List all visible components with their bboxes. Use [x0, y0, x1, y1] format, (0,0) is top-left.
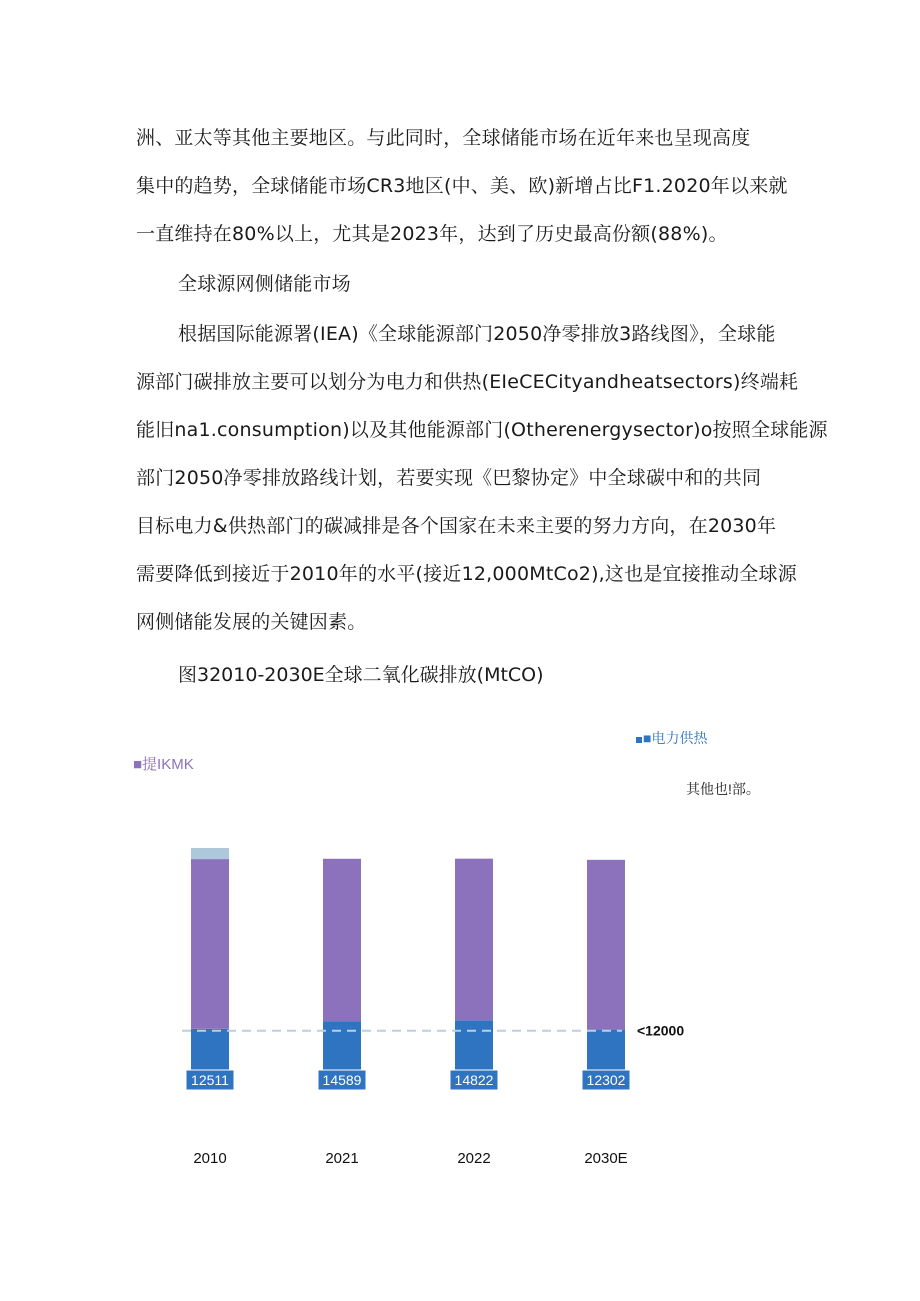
paragraph-2-line-6: 需要降低到接近于2010年的水平(接近12,000MtCo2),这也是宜接推动全球源	[136, 563, 797, 585]
legend-power-swatch	[636, 737, 642, 743]
paragraph-2-line-7: 网侧储能发展的关键因素。	[136, 611, 367, 633]
bar-2010-series-1	[191, 859, 229, 1029]
emissions-chart	[0, 720, 920, 1190]
figure-title: 图32010-2030E全球二氧化碳排放(MtCO)	[178, 664, 544, 686]
paragraph-2-line-4: 部门2050净零排放路线计划，若要实现《巴黎协定》中全球碳中和的共同	[136, 467, 762, 489]
data-label-2022: 14822	[454, 1072, 494, 1088]
bar-2030E-series-1	[587, 860, 625, 1030]
bar-2010-series-2	[191, 848, 229, 859]
bar-2022-series-1	[455, 859, 493, 1021]
legend-other-right: 其他也!部。	[686, 781, 760, 797]
legend-power-label: ■电力供热	[643, 730, 708, 746]
bar-2021-series-1	[323, 859, 361, 1021]
bar-2021-series-0	[323, 1021, 361, 1075]
paragraph-1-line-3: 一直维持在80%以上，尤其是2023年，达到了历史最高份额(88%)。	[136, 223, 728, 245]
reference-line-label: <12000	[637, 1022, 685, 1039]
paragraph-2-line-5: 目标电力&供热部门的碳减排是各个国家在未来主要的努力方向，在2030年	[136, 515, 777, 537]
paragraph-1-line-2: 集中的趋势，全球储能市场CR3地区(中、美、欧)新增占比F1.2020年以来就	[136, 175, 788, 197]
section-heading-text: 全球源网侧储能市场	[178, 273, 351, 295]
bar-2022-series-0	[455, 1020, 493, 1075]
bar-2030E-series-0	[587, 1030, 625, 1075]
paragraph-2	[136, 310, 828, 646]
paragraph-1-line-1: 洲、亚太等其他主要地区。与此同时，全球储能市场在近年来也呈现高度	[136, 127, 751, 149]
paragraph-2-line-2: 源部门碳排放主要可以划分为电力和供热(EIeCECityandheatsectors)终端耗	[136, 371, 799, 393]
bar-2010-series-0	[191, 1029, 229, 1075]
x-tick-2022: 2022	[457, 1150, 491, 1167]
x-tick-2030E: 2030E	[584, 1150, 628, 1167]
section-heading	[136, 260, 796, 308]
paragraph-2-line-1: 根据国际能源署(IEA)《全球能源部门2050净零排放3路线图》，全球能	[178, 323, 776, 345]
data-label-2030E: 12302	[586, 1072, 626, 1088]
paragraph-2-line-3: 能旧na1.consumption)以及其他能源部门(Otherenergysector)o按照全球能源	[136, 419, 828, 441]
data-label-2010: 12511	[191, 1072, 229, 1088]
x-tick-2021: 2021	[325, 1150, 359, 1167]
data-label-2021: 14589	[322, 1072, 362, 1088]
x-tick-2010: 2010	[193, 1150, 227, 1167]
paragraph-1	[136, 114, 796, 258]
legend-other-left: ■提IKMK	[133, 756, 194, 773]
